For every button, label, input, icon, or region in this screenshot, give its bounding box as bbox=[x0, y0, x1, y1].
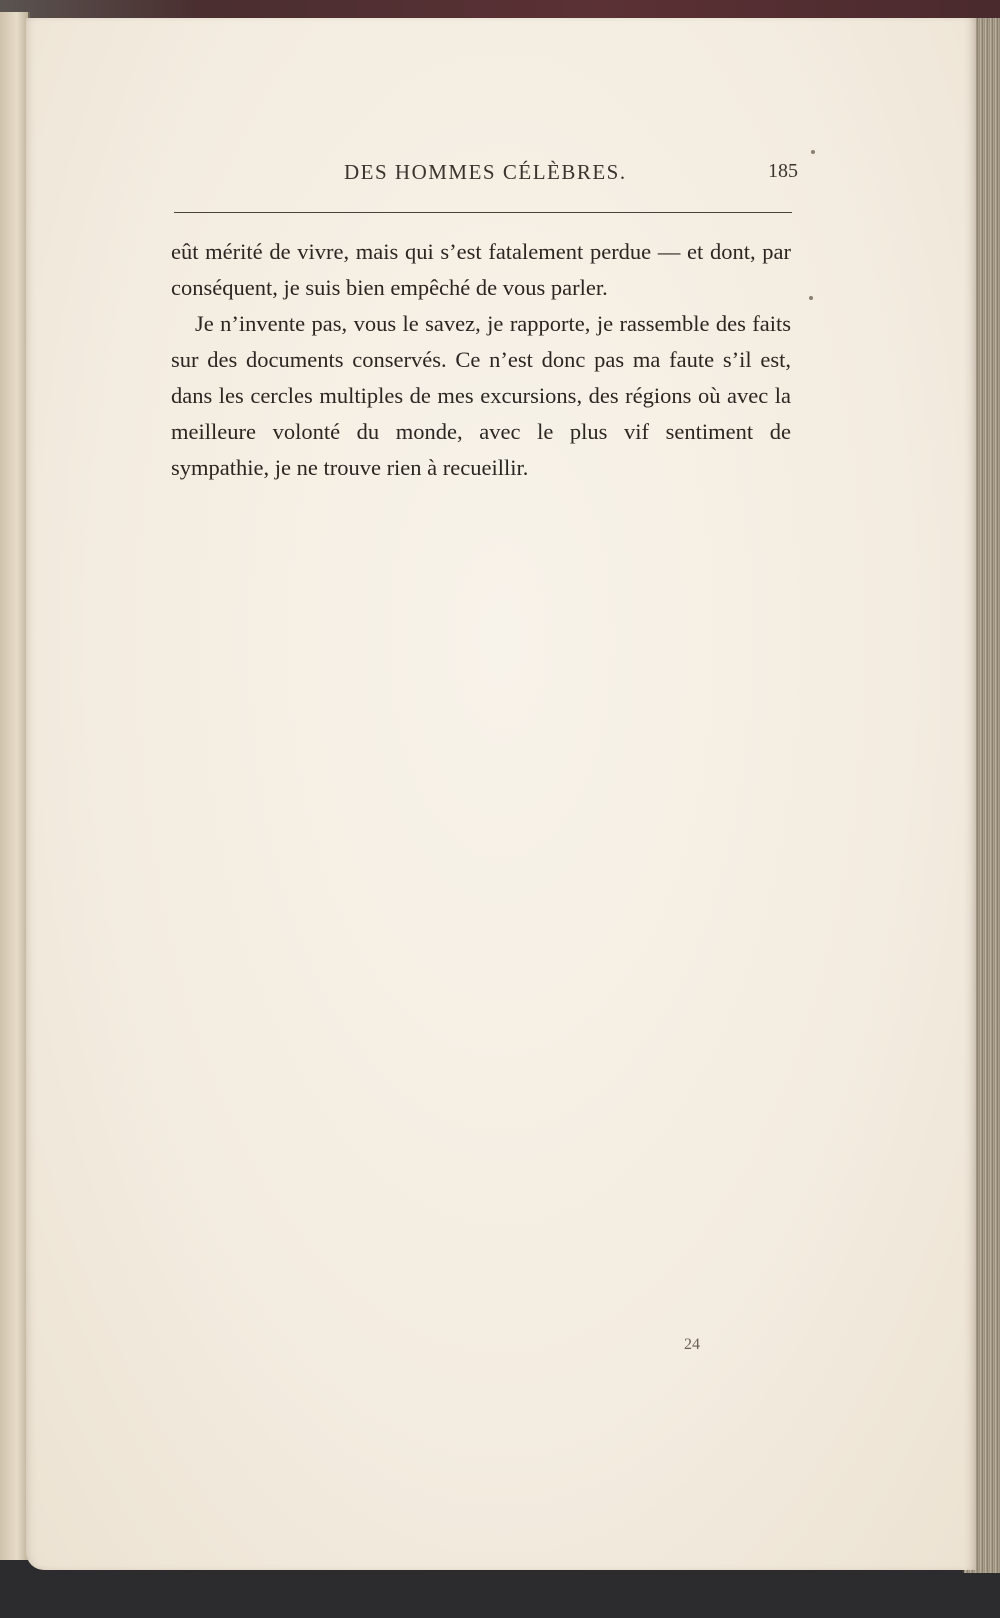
book-page bbox=[26, 18, 976, 1570]
paper-speck bbox=[811, 150, 815, 154]
header-rule bbox=[174, 212, 792, 213]
paragraph-continued: eût mérité de vivre, mais qui s’est fatalement perdue — et dont, par conséquent, je suis bien empêché de vous parler. bbox=[171, 239, 791, 300]
running-head: DES HOMMES CÉLÈBRES. bbox=[344, 160, 627, 184]
body-text bbox=[171, 234, 791, 486]
signature-mark: 24 bbox=[684, 1336, 700, 1353]
paper-speck bbox=[809, 296, 813, 300]
page-number: 185 bbox=[768, 160, 798, 182]
paragraph: Je n’invente pas, vous le savez, je rapporte, je rassemble des faits sur des documents conservés. Ce n’est donc pas ma faute s’il est, dans les cercles multiples de mes excursions, des régions où avec la meilleure volonté du monde, avec le plus vif sentiment de sympathie, je ne trouve rien à recueillir. bbox=[171, 311, 791, 480]
